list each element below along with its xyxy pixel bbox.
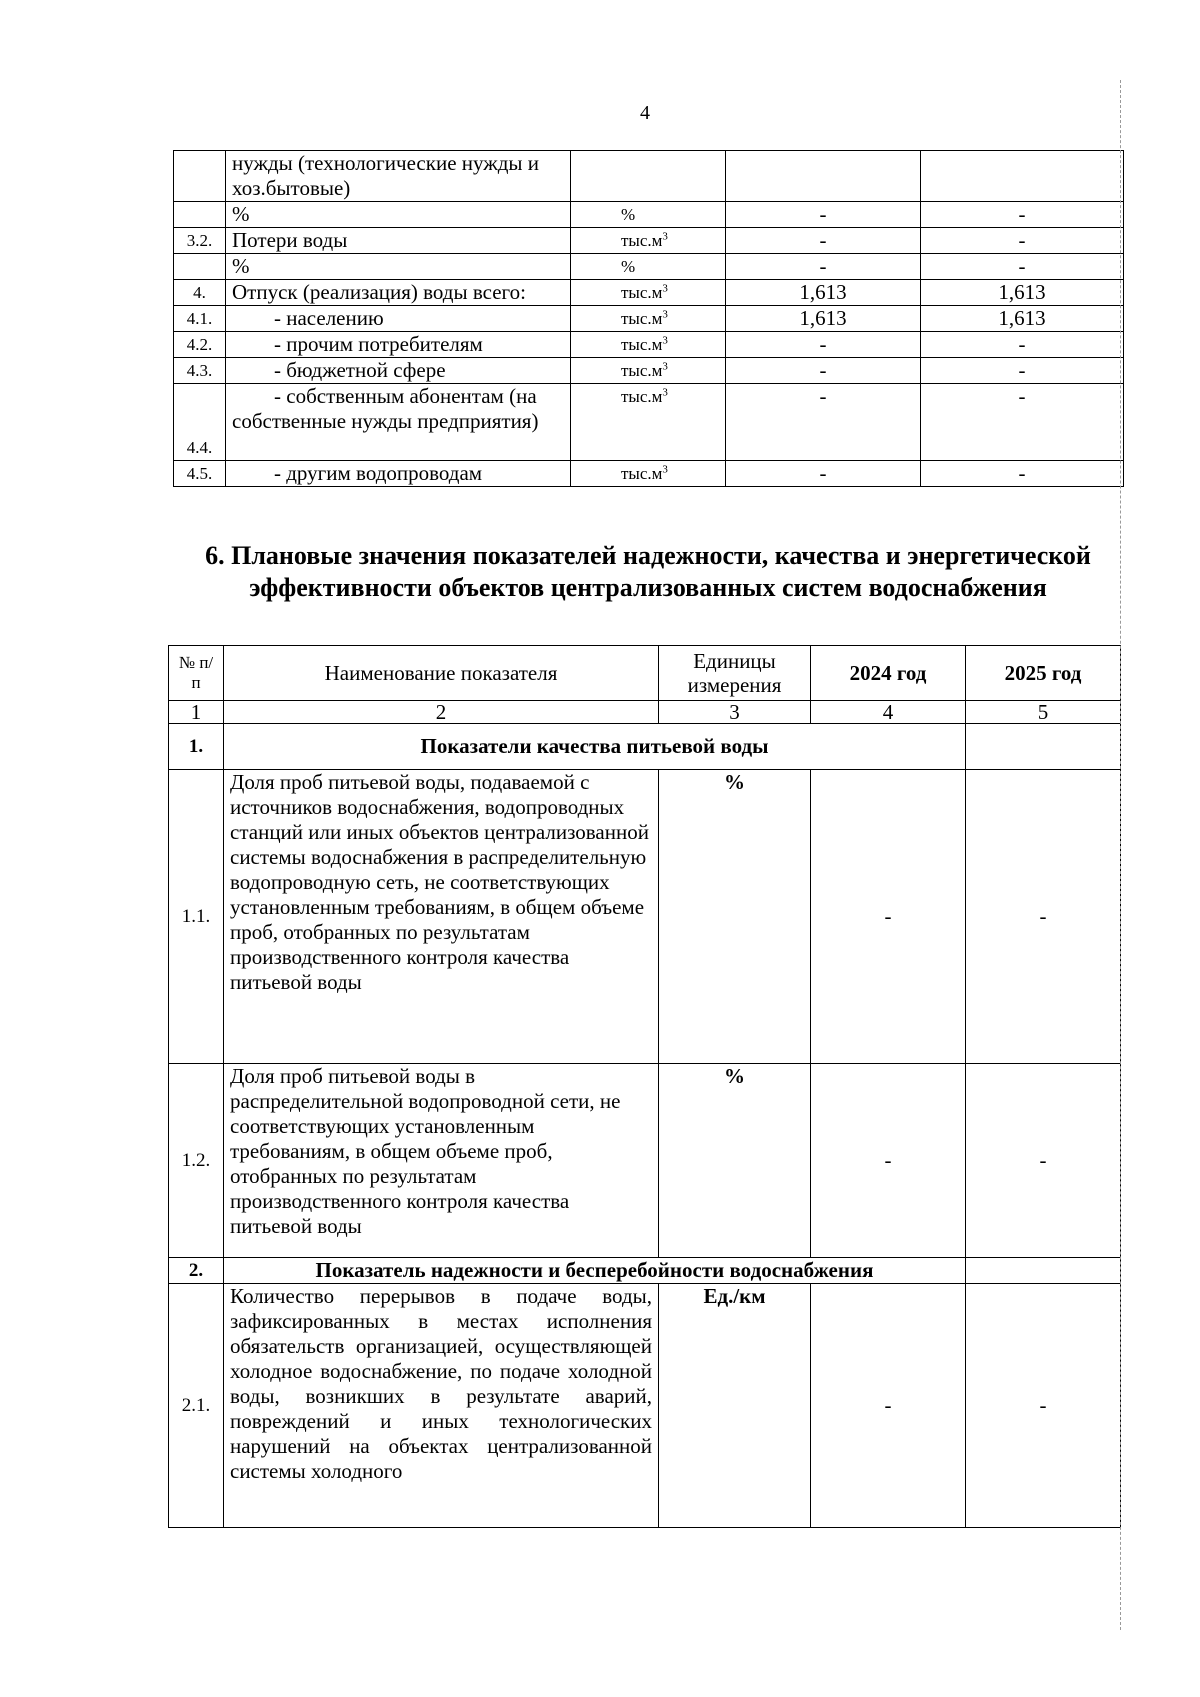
header-num: № п/п: [169, 646, 224, 701]
unit-text: %: [621, 205, 636, 224]
table-row: [174, 384, 1124, 461]
row-value-2025: -: [921, 228, 1124, 254]
unit-superscript: 3: [662, 230, 668, 243]
row-value-2025: -: [921, 332, 1124, 358]
unit-superscript: 3: [662, 463, 668, 476]
row-name: - бюджетной сфере: [226, 358, 571, 384]
unit-superscript: 3: [662, 282, 668, 295]
column-number-row: [169, 701, 1121, 724]
row-1-1-num: 1.1.: [169, 770, 224, 1064]
table-row: [174, 151, 1124, 202]
page-number: 4: [640, 102, 650, 124]
row-value-2024: -: [726, 228, 921, 254]
column-number-2: 2: [224, 701, 659, 724]
row-num: [174, 151, 226, 202]
header-unit: Единицы измерения: [659, 646, 811, 701]
row-1-1-name: Доля проб питьевой воды, подаваемой с источников водоснабжения, водопроводных станций или иных объектов централизованной системы водоснабжения в распределительную водопроводную сеть, не соответствующих установленным требованиям, в общем объеме проб, отобранных по результатам производственного контроля качества питьевой воды: [224, 770, 659, 1064]
header-2024: 2024 год: [811, 646, 966, 701]
row-num: 4.1.: [174, 306, 226, 332]
row-num: [174, 254, 226, 280]
water-balance-table-body: [174, 151, 1124, 487]
row-value-2024: [726, 151, 921, 202]
row-value-2025: 1,613: [921, 280, 1124, 306]
row-2-1-num: 2.1.: [169, 1284, 224, 1528]
indicators-table: [168, 645, 1121, 1528]
unit-superscript: 3: [662, 308, 668, 321]
row-value-2024: -: [726, 254, 921, 280]
unit-text: тыс.м: [621, 309, 663, 328]
row-num: 4.3.: [174, 358, 226, 384]
row-unit: [571, 228, 726, 254]
table-row: [174, 280, 1124, 306]
row-name: - прочим потребителям: [226, 332, 571, 358]
table-row: [174, 358, 1124, 384]
row-1-1-2024: -: [811, 770, 966, 1064]
table-row: [174, 332, 1124, 358]
row-num: 3.2.: [174, 228, 226, 254]
unit-text: тыс.м: [621, 464, 663, 483]
header-2025: 2025 год: [966, 646, 1121, 701]
row-num: 4.: [174, 280, 226, 306]
table-row: [174, 202, 1124, 228]
row-name: - населению: [226, 306, 571, 332]
row-name: - собственным абонентам (на собственные нужды предприятия): [226, 384, 571, 461]
table-row: [169, 1064, 1121, 1258]
row-value-2025: 1,613: [921, 306, 1124, 332]
row-1-2-num: 1.2.: [169, 1064, 224, 1258]
row-unit: [571, 384, 726, 461]
row-value-2025: -: [921, 202, 1124, 228]
row-value-2024: -: [726, 461, 921, 487]
row-name: Отпуск (реализация) воды всего:: [226, 280, 571, 306]
table-row: [169, 1284, 1121, 1528]
row-1-2-unit: %: [659, 1064, 811, 1258]
section-2-title: Показатель надежности и бесперебойности водоснабжения: [224, 1258, 966, 1284]
row-name: - другим водопроводам: [226, 461, 571, 487]
row-value-2024: 1,613: [726, 306, 921, 332]
row-unit: [571, 151, 726, 202]
unit-text: тыс.м: [621, 361, 663, 380]
column-number-4: 4: [811, 701, 966, 724]
row-1-2-2024: -: [811, 1064, 966, 1258]
table-row: [174, 228, 1124, 254]
row-2-1-2025: -: [966, 1284, 1121, 1528]
water-balance-table: [173, 150, 1124, 487]
section-row-1: [169, 724, 1121, 770]
row-value-2025: [921, 151, 1124, 202]
row-1-2-name: Доля проб питьевой воды в распределительной водопроводной сети, не соответствующих установленным требованиям, в общем объеме проб, отобранных по результатам производственного контроля качества питьевой воды: [224, 1064, 659, 1258]
row-value-2024: -: [726, 332, 921, 358]
row-unit: [571, 306, 726, 332]
section-2-num: 2.: [169, 1258, 224, 1284]
section-1-title: Показатели качества питьевой воды: [224, 724, 966, 770]
unit-superscript: 3: [662, 360, 668, 373]
row-value-2024: -: [726, 202, 921, 228]
scan-edge-line: [1120, 80, 1122, 1630]
header-row: [169, 646, 1121, 701]
row-2-1-2024: -: [811, 1284, 966, 1528]
row-1-1-2025: -: [966, 770, 1121, 1064]
row-1-1-unit: %: [659, 770, 811, 1064]
section-title: 6. Плановые значения показателей надежности, качества и энергетической эффективности объектов централизованных систем водоснабжения: [205, 541, 1091, 602]
column-number-1: 1: [169, 701, 224, 724]
row-value-2024: -: [726, 384, 921, 461]
row-value-2025: -: [921, 384, 1124, 461]
row-unit: [571, 358, 726, 384]
row-name: Потери воды: [226, 228, 571, 254]
header-name: Наименование показателя: [224, 646, 659, 701]
table-row: [174, 461, 1124, 487]
column-number-3: 3: [659, 701, 811, 724]
row-unit: [571, 202, 726, 228]
row-num: 4.2.: [174, 332, 226, 358]
row-num: [174, 202, 226, 228]
unit-text: %: [621, 257, 636, 276]
row-value-2024: 1,613: [726, 280, 921, 306]
table-row: [174, 306, 1124, 332]
row-1-2-2025: -: [966, 1064, 1121, 1258]
table-row: [174, 254, 1124, 280]
section-1-num: 1.: [169, 724, 224, 770]
unit-superscript: 3: [662, 386, 668, 399]
row-unit: [571, 332, 726, 358]
row-name: нужды (технологические нужды и хоз.бытовые): [226, 151, 571, 202]
column-number-5: 5: [966, 701, 1121, 724]
unit-text: тыс.м: [621, 387, 663, 406]
row-unit: [571, 461, 726, 487]
row-unit: [571, 254, 726, 280]
section-row-2: [169, 1258, 1121, 1284]
row-2-1-unit: Ед./км: [659, 1284, 811, 1528]
row-value-2025: -: [921, 254, 1124, 280]
unit-text: тыс.м: [621, 335, 663, 354]
unit-text: тыс.м: [621, 231, 663, 250]
row-value-2025: -: [921, 358, 1124, 384]
row-name: %: [226, 254, 571, 280]
row-unit: [571, 280, 726, 306]
row-value-2025: -: [921, 461, 1124, 487]
row-name: %: [226, 202, 571, 228]
unit-superscript: 3: [662, 334, 668, 347]
row-2-1-name: Количество перерывов в подаче воды, зафиксированных в местах исполнения обязательств организацией, осуществляющей холодное водоснабжение, по подаче холодной воды, возникших в результате аварий, повреждений и иных технологических нарушений на объектах централизованной системы холодного: [224, 1284, 659, 1528]
row-num: 4.5.: [174, 461, 226, 487]
table-row: [169, 770, 1121, 1064]
unit-text: тыс.м: [621, 283, 663, 302]
row-num: 4.4.: [174, 384, 226, 461]
row-value-2024: -: [726, 358, 921, 384]
